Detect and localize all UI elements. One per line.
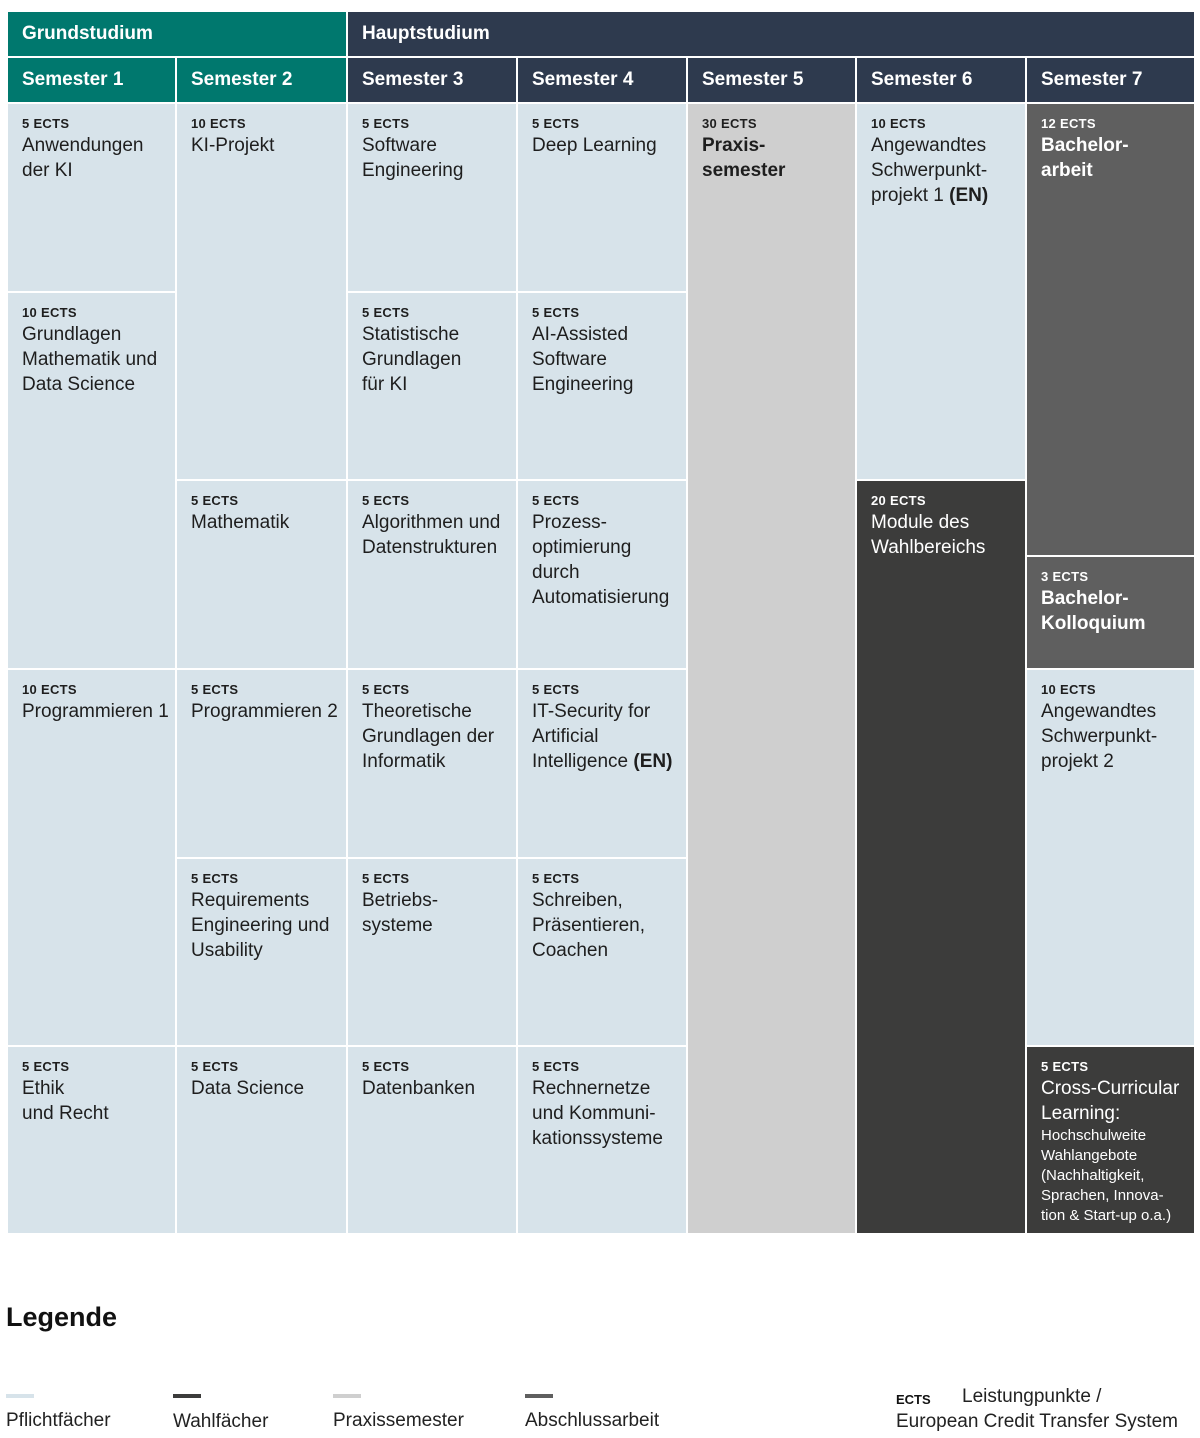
legend-swatch bbox=[525, 1394, 553, 1398]
ects-label: 5 ECTS bbox=[1041, 1059, 1089, 1074]
ects-label: 5 ECTS bbox=[532, 493, 580, 508]
ects-label: 10 ECTS bbox=[191, 116, 246, 131]
ects-label: 5 ECTS bbox=[532, 871, 580, 886]
module-title: Programmieren 2 bbox=[191, 701, 338, 722]
semester-header-6 bbox=[857, 58, 1025, 102]
legend-label: Abschlussarbeit bbox=[525, 1410, 660, 1431]
module-title: Deep Learning bbox=[532, 135, 657, 156]
ects-label: 5 ECTS bbox=[362, 116, 410, 131]
module-title: Bachelor- Kolloquium bbox=[1041, 588, 1146, 634]
ects-label: 5 ECTS bbox=[191, 871, 239, 886]
module-anwendungen-der-ki bbox=[8, 104, 175, 291]
module-data-science bbox=[177, 1047, 346, 1233]
semester-label: Semester 2 bbox=[191, 69, 293, 90]
module-statistische-grundlagen bbox=[348, 293, 516, 479]
ects-label: 5 ECTS bbox=[532, 116, 580, 131]
ects-label: 5 ECTS bbox=[532, 305, 580, 320]
module-title: Cross-Curricular Learning: bbox=[1041, 1078, 1180, 1124]
ects-label: 5 ECTS bbox=[22, 116, 70, 131]
ects-label: 5 ECTS bbox=[191, 682, 239, 697]
module-title: KI-Projekt bbox=[191, 135, 275, 156]
module-ethik-und-recht bbox=[8, 1047, 175, 1233]
legend-swatch bbox=[333, 1394, 361, 1398]
module-title-text: Angewandtes Schwerpunkt- projekt 1 bbox=[871, 135, 988, 206]
semester-header-3 bbox=[348, 58, 516, 102]
semester-header-4 bbox=[518, 58, 686, 102]
module-title: Grundlagen Mathematik und Data Science bbox=[22, 324, 158, 395]
semester-label: Semester 5 bbox=[702, 69, 804, 90]
module-title: Praxis- semester bbox=[702, 135, 786, 181]
phase-label: Hauptstudium bbox=[362, 23, 490, 44]
module-title: Software Engineering bbox=[362, 135, 464, 181]
module-algorithmen-datenstrukturen bbox=[348, 481, 516, 668]
ects-label: 5 ECTS bbox=[362, 493, 410, 508]
module-title: Ethik und Recht bbox=[22, 1078, 109, 1124]
ects-label: 5 ECTS bbox=[532, 1059, 580, 1074]
phase-header-grundstudium bbox=[8, 12, 346, 56]
semester-label: Semester 6 bbox=[871, 69, 973, 90]
module-title: AI-Assisted Software Engineering bbox=[532, 324, 634, 395]
legend-label: Wahlfächer bbox=[173, 1411, 269, 1432]
module-programmieren-1 bbox=[8, 670, 175, 1045]
legend-label: Praxissemester bbox=[333, 1410, 464, 1431]
semester-label: Semester 1 bbox=[22, 69, 124, 90]
phase-header-hauptstudium bbox=[348, 12, 1194, 56]
module-wahlbereich bbox=[857, 481, 1025, 1233]
module-subtitle: Hochschulweite Wahlangebote (Nachhaltigkeit, Sprachen, Innova- tion & Start-up o.a.) bbox=[1041, 1127, 1172, 1224]
ects-label: 12 ECTS bbox=[1041, 116, 1096, 131]
module-schreiben-praesentieren-coachen bbox=[518, 859, 686, 1045]
semester-header-5 bbox=[688, 58, 855, 102]
ects-label: 5 ECTS bbox=[22, 1059, 70, 1074]
module-datenbanken bbox=[348, 1047, 516, 1233]
semester-label: Semester 4 bbox=[532, 69, 634, 90]
ects-label: 10 ECTS bbox=[1041, 682, 1096, 697]
module-title: Prozess- optimierung durch Automatisierung bbox=[532, 512, 670, 608]
semester-label: Semester 7 bbox=[1041, 69, 1143, 90]
english-tag: (EN) bbox=[633, 751, 673, 772]
ects-label: 10 ECTS bbox=[871, 116, 926, 131]
english-tag: (EN) bbox=[949, 185, 989, 206]
module-deep-learning bbox=[518, 104, 686, 291]
ects-label: 10 ECTS bbox=[22, 682, 77, 697]
ects-abbreviation: ECTS bbox=[896, 1392, 931, 1407]
module-rechnernetze bbox=[518, 1047, 686, 1233]
module-bachelorarbeit bbox=[1027, 104, 1194, 555]
module-title: Module des Wahlbereichs bbox=[871, 512, 986, 558]
module-title: Datenbanken bbox=[362, 1078, 476, 1099]
module-title-text: IT-Security for Artificial Intelligence bbox=[532, 701, 651, 772]
module-title bbox=[532, 699, 686, 774]
legend-swatch bbox=[173, 1394, 201, 1398]
legend-label: Pflichtfächer bbox=[6, 1410, 111, 1431]
module-title: Mathematik bbox=[191, 512, 290, 533]
ects-label: 5 ECTS bbox=[191, 493, 239, 508]
module-programmieren-2 bbox=[177, 670, 346, 857]
module-theoretische-grundlagen bbox=[348, 670, 516, 857]
ects-definition-line-1: Leistungpunkte / bbox=[962, 1386, 1102, 1407]
phase-label: Grundstudium bbox=[22, 23, 153, 44]
semester-label: Semester 3 bbox=[362, 69, 464, 90]
module-title: Anwendungen der KI bbox=[22, 135, 144, 181]
module-title: Requirements Engineering und Usability bbox=[191, 890, 330, 961]
module-cross-curricular-learning bbox=[1027, 1047, 1194, 1233]
module-title: Rechnernetze und Kommuni- kationssysteme bbox=[532, 1078, 663, 1149]
ects-label: 5 ECTS bbox=[362, 682, 410, 697]
module-prozessoptimierung bbox=[518, 481, 686, 668]
module-title: Statistische Grundlagen für KI bbox=[362, 324, 462, 395]
module-praxissemester bbox=[688, 104, 855, 1233]
module-title: Theoretische Grundlagen der Informatik bbox=[362, 701, 495, 772]
module-betriebssysteme bbox=[348, 859, 516, 1045]
ects-definition-line-2: European Credit Transfer System bbox=[896, 1411, 1178, 1432]
legend-swatch bbox=[6, 1394, 34, 1398]
ects-label: 5 ECTS bbox=[362, 1059, 410, 1074]
module-title: Angewandtes Schwerpunkt- projekt 2 bbox=[1041, 701, 1158, 772]
module-mathematik bbox=[177, 481, 346, 668]
module-title: Data Science bbox=[191, 1078, 305, 1099]
module-schwerpunktprojekt-1 bbox=[857, 104, 1025, 479]
module-it-security-ai bbox=[518, 670, 686, 857]
module-software-engineering bbox=[348, 104, 516, 291]
module-title: Betriebs- systeme bbox=[362, 890, 439, 936]
legend-title: Legende bbox=[6, 1302, 118, 1332]
module-title: Algorithmen und Datenstrukturen bbox=[362, 512, 501, 558]
semester-header-7 bbox=[1027, 58, 1194, 102]
ects-label: 5 ECTS bbox=[532, 682, 580, 697]
module-title: Programmieren 1 bbox=[22, 701, 169, 722]
ects-label: 10 ECTS bbox=[22, 305, 77, 320]
module-title bbox=[871, 133, 1025, 208]
ects-label: 5 ECTS bbox=[362, 871, 410, 886]
module-grundlagen-mathematik-data-science bbox=[8, 293, 175, 668]
semester-header-1 bbox=[8, 58, 175, 102]
semester-header-2 bbox=[177, 58, 346, 102]
ects-label: 20 ECTS bbox=[871, 493, 926, 508]
ects-label: 5 ECTS bbox=[362, 305, 410, 320]
module-title: Bachelor- arbeit bbox=[1041, 135, 1129, 181]
module-bachelor-kolloquium bbox=[1027, 557, 1194, 668]
ects-label: 3 ECTS bbox=[1041, 569, 1089, 584]
ects-label: 30 ECTS bbox=[702, 116, 757, 131]
module-title: Schreiben, Präsentieren, Coachen bbox=[532, 890, 646, 961]
module-ki-projekt bbox=[177, 104, 346, 479]
module-requirements-engineering bbox=[177, 859, 346, 1045]
ects-label: 5 ECTS bbox=[191, 1059, 239, 1074]
module-schwerpunktprojekt-2 bbox=[1027, 670, 1194, 1045]
module-ai-assisted-software-engineering bbox=[518, 293, 686, 479]
